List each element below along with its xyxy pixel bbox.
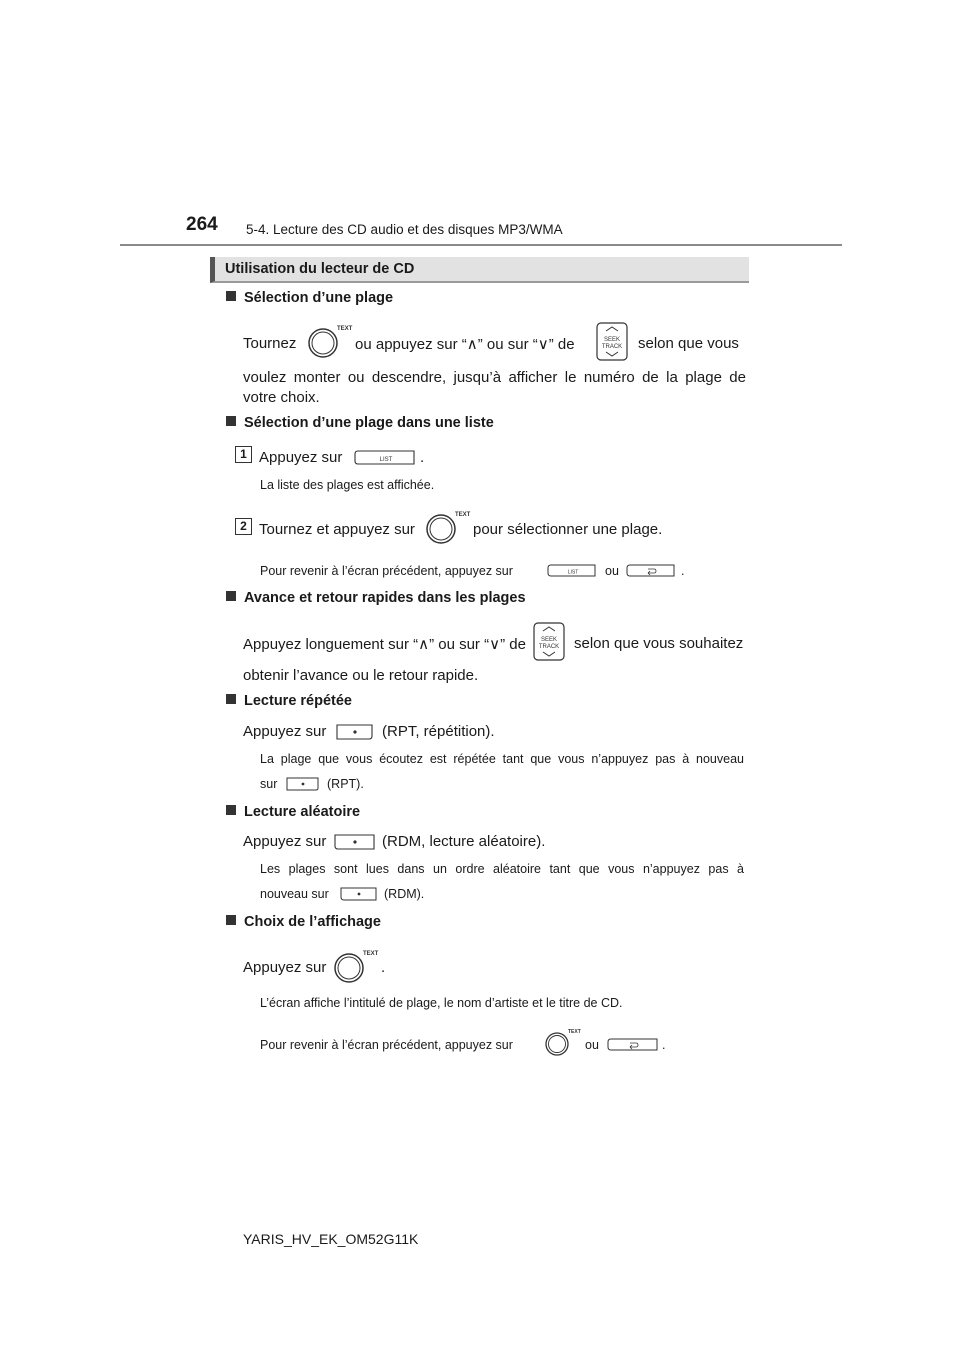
back-button-icon: [607, 1038, 659, 1052]
s6-note2-b: ou: [585, 1038, 599, 1052]
seek-track-icon: [596, 322, 630, 362]
step2-text-b: pour sélectionner une plage.: [473, 521, 663, 538]
header-rule: [120, 244, 842, 246]
step1-note: La liste des plages est affichée.: [260, 478, 435, 492]
square-bullet-icon: [226, 591, 236, 601]
heading-random: Lecture aléatoire: [226, 804, 360, 820]
heading-track-from-list: Sélection d’une plage dans une liste: [226, 415, 494, 431]
heading-track-select: Sélection d’une plage: [226, 290, 393, 306]
s3-line1-b: selon que vous souhaitez: [574, 635, 744, 652]
square-bullet-icon: [226, 915, 236, 925]
section-title: Utilisation du lecteur de CD: [225, 261, 415, 277]
page-number: 264: [186, 214, 218, 235]
seek-label: SEEK: [603, 337, 621, 343]
list-button-icon: [354, 450, 416, 466]
square-bullet-icon: [226, 694, 236, 704]
s5-note1: Les plages sont lues dans un ordre aléatoire tant que vous n’appuyez pas à: [260, 862, 744, 876]
document-code: YARIS_HV_EK_OM52G11K: [243, 1231, 419, 1247]
s5-note2-a: nouveau sur: [260, 887, 329, 901]
knob-label: TEXT: [337, 326, 353, 332]
square-bullet-icon: [226, 805, 236, 815]
section-bar: [210, 257, 749, 283]
track-label: TRACK: [601, 344, 623, 350]
svg-text:TEXT: TEXT: [455, 512, 471, 518]
tune-knob-icon: [424, 508, 474, 546]
step1-text-b: .: [420, 449, 425, 466]
s6-line1-a: Appuyez sur: [243, 959, 327, 976]
square-bullet-icon: [226, 291, 236, 301]
s6-line1-b: .: [381, 959, 386, 976]
preset-button-icon: [336, 724, 374, 741]
tune-knob-icon: [543, 1026, 585, 1058]
tune-knob-icon: [332, 947, 382, 985]
list-button-icon: [547, 564, 597, 578]
step2-text-a: Tournez et appuyez sur: [259, 521, 415, 538]
s5-line1-a: Appuyez sur: [243, 833, 327, 850]
s1-line1-c: selon que vous: [638, 335, 739, 352]
preset-button-icon: [334, 834, 376, 851]
s6-note2-c: .: [662, 1038, 666, 1052]
seek-track-icon: [533, 622, 567, 662]
s2-note-a: Pour revenir à l’écran précédent, appuyez sur: [260, 564, 513, 578]
s4-note2-b: (RPT).: [327, 777, 364, 791]
square-bullet-icon: [226, 416, 236, 426]
s3-line1-a: Appuyez longuement sur “∧” ou sur “∨” de: [243, 636, 526, 653]
heading-display: Choix de l’affichage: [226, 914, 381, 930]
s4-line1-b: (RPT, répétition).: [382, 723, 495, 740]
back-button-icon: [626, 564, 676, 578]
s2-note-c: .: [681, 564, 685, 578]
s6-note1: L’écran affiche l’intitulé de plage, le nom d’artiste et le titre de CD.: [260, 996, 623, 1010]
s1-line3: votre choix.: [243, 389, 320, 406]
svg-text:TRACK: TRACK: [538, 644, 560, 650]
s3-line2: obtenir l’avance ou le retour rapide.: [243, 667, 479, 684]
s1-line1-a: Tournez: [243, 335, 297, 352]
preset-button-icon: [286, 777, 320, 792]
heading-repeat: Lecture répétée: [226, 693, 352, 709]
s5-line1-b: (RDM, lecture aléatoire).: [382, 833, 546, 850]
s1-line1-b: ou appuyez sur “∧” ou sur “∨” de: [355, 336, 575, 353]
s1-line2: voulez monter ou descendre, jusqu’à afficher le numéro de la plage de: [243, 369, 746, 386]
heading-fast-forward: Avance et retour rapides dans les plages: [226, 590, 526, 606]
preset-button-icon: [340, 887, 378, 902]
s4-line1-a: Appuyez sur: [243, 723, 327, 740]
s2-note-b: ou: [605, 564, 619, 578]
s4-note1: La plage que vous écoutez est répétée tant que vous n’appuyez pas à nouveau: [260, 752, 744, 766]
svg-text:LIST: LIST: [567, 569, 579, 576]
svg-text:TEXT: TEXT: [568, 1029, 581, 1035]
step-1-badge: 1: [235, 446, 252, 463]
s5-note2-b: (RDM).: [384, 887, 425, 901]
s6-note2-a: Pour revenir à l’écran précédent, appuyez sur: [260, 1038, 513, 1052]
chapter-title: 5-4. Lecture des CD audio et des disques MP3/WMA: [246, 222, 563, 237]
list-label: LIST: [379, 457, 393, 463]
tune-knob-icon: [306, 322, 356, 360]
step-2-badge: 2: [235, 518, 252, 535]
step1-text-a: Appuyez sur: [259, 449, 343, 466]
svg-text:SEEK: SEEK: [540, 637, 558, 643]
svg-text:TEXT: TEXT: [363, 951, 379, 957]
s4-note2-a: sur: [260, 777, 278, 791]
